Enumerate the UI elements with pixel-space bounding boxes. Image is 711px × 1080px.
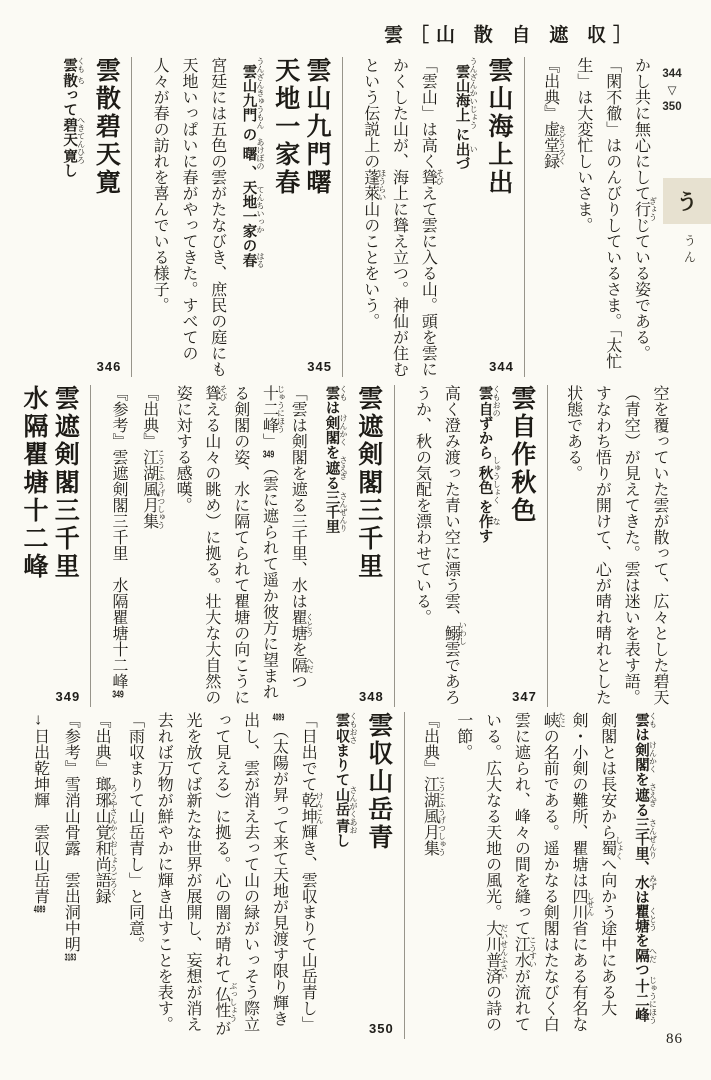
range-from: 344: [662, 68, 682, 80]
inline-ref-number: 4089: [272, 712, 285, 723]
entry-continuation: [558, 385, 673, 707]
entry-reference: 『参考』雲遮剣閣三千里 水隔瞿塘十二峰349: [110, 385, 127, 700]
dictionary-entry: [23, 712, 405, 1039]
entry-number: 348: [359, 688, 384, 704]
dictionary-entry: [101, 385, 395, 707]
dictionary-entry: [405, 385, 548, 707]
inline-ref-number: 4089: [33, 904, 46, 915]
dictionary-entry: [49, 57, 132, 377]
entry-headword: [506, 385, 537, 707]
entry-headword: [362, 712, 393, 1039]
kana-index-reading: うん: [682, 234, 696, 267]
entry-reading: 雲 くも散 ちって碧天 へきてん寛 ひろし: [61, 57, 86, 178]
headword-line: 水隔瞿塘十二峰: [19, 385, 47, 581]
text-band: [49, 57, 657, 377]
entry-body: 「雲山」は高く聳 そびえて雲に入る山。頭を雲にかくした山が、海上に聳え立つ。神仙が住むという伝説上の蓬萊 ほうらい山のことをいう。: [361, 57, 445, 377]
entry-body: 「雲は剣閣を遮る三千里、水は瞿塘 くとうを隔 へだつ十二峰 じゅうにほう」349（雲に遮られて遥か彼方に望まれる剣閣の姿、水に隔てられて瞿塘の向こうに聳 そびえる山々の眺め）に拠る。壮大な大自然の姿に対する感嘆。: [174, 385, 315, 705]
entry-headword: [483, 57, 514, 377]
inline-ref-number: 349: [262, 449, 275, 460]
headword-line: 雲遮剣閣三千里: [354, 385, 382, 581]
entry-reference: 『参考』雪消山骨露 雲出洞中明3183: [62, 712, 80, 963]
entry-headword: [18, 385, 81, 707]
headword-line: 雲収山岳青: [364, 712, 392, 852]
entry-body: 剣閣とは長安から蜀 しょくへ向かう途中にある大剣・小剣の難所、瞿塘は四川 しせん省にある有名な峡 たにの名前である。遥かなる剣閣はたなびく白雲に遮られ、峰々の間を縫って江水 こうすいが流れている。広大なる天地の風光。大川普済 だいせんふさいの詩の一節。: [454, 712, 624, 1032]
text-band: [23, 712, 657, 1039]
entry-range-marker: [655, 66, 689, 116]
page-number: 86: [666, 1031, 683, 1047]
range-to: 350: [662, 101, 682, 114]
entry-number: 346: [96, 358, 122, 374]
entry-source: 『出典』江湖風月集 こうこふうげつしゅう: [140, 385, 166, 529]
entry-body: 「日出でて乾坤 けんこん輝き、雲収まりて山岳青し」4089（太陽が昇って来て天地が見渡す限り輝き出し、雲が消え去って山の緑がいっそう際立って見える）に拠る。心の闇が晴れて仏性 ぶっしょうが光を放てば新たな世界が展開し、妄想が消え去れば万物が鮮やかに輝き出すことを表す。「雨収まりて山岳青し」と同意。: [126, 712, 325, 1036]
headword-line: 雲山九門曙: [302, 57, 330, 197]
dictionary-entry: [142, 57, 343, 377]
entry-reference: →日出乾坤輝 雲収山岳青4089: [31, 712, 49, 915]
entry-continuation: [415, 712, 657, 1039]
entry-reading: 雲山九門 うんざんきゅうもんの曙 あけぼの、天地一家 てんちいっかの春 はる: [240, 57, 265, 268]
headword-line: 雲山海上出: [484, 57, 512, 197]
headword-line: 雲散碧天寛: [92, 57, 120, 197]
text-band: [11, 385, 673, 707]
headword-line: 雲遮剣閣三千里: [51, 385, 79, 581]
entry-headword: [90, 57, 121, 377]
entry-continuation: [535, 57, 657, 377]
entry-body: かし共に無心にして行 ぎょうじている姿である。「閑不徹」はのんびりしているさま。「太忙生」は大変忙しいさま。: [574, 57, 658, 369]
entry-reading: 雲 くもは剣閣 けんかくを遮 さえぎる三千里 さんぜんり、水 みずは瞿塘 くとうを隔 へだつ十二峰 じゅうにほう: [633, 712, 658, 1024]
entry-source: 『出典』瑯琊山覚和尚語録 ろうやさんかくおしょうごろく: [93, 712, 119, 904]
entry-body: 宮廷には五色の雲がたなびき、庶民の庭にも天地いっぱいに春がやってきた。すべての人々が春の訪れを喜んでいる様子。: [151, 57, 226, 377]
entry-number: 349: [55, 688, 81, 704]
headword-line: 雲自作秋色: [507, 385, 535, 525]
headword-line: 天地一家春: [271, 57, 299, 197]
inline-ref-number: 3183: [64, 952, 77, 963]
entry-reading: 雲 くも自 おのずから秋色 しゅうしょくを作 なす: [476, 385, 502, 544]
entry-reading: 雲 くも収 おさまりて山岳 さんがく青 あおし: [333, 712, 358, 848]
entry-headword: [353, 385, 384, 707]
dictionary-entry: [11, 385, 92, 707]
entry-number: 350: [369, 1020, 394, 1036]
entry-source: 『出典』江湖風月集 こうこふうげつしゅう: [421, 712, 447, 856]
entry-number: 347: [512, 688, 537, 704]
running-head: 雲［山 散 自 遮 収］: [383, 25, 639, 46]
entry-source: 『出典』虚堂録 きどうろく: [541, 57, 567, 169]
entry-reading: 雲山海上 うんざんかいじょうに出 いづ: [453, 57, 479, 171]
kana-index-tab: う: [663, 178, 711, 224]
entry-body: 高く澄み渡った青い空に漂う雲、鰯 いわし雲であろうか、秋の気配を漂わせている。: [413, 385, 468, 705]
entry-reading: 雲 くもは剣閣 けんかくを遮 さえぎる三千里 さんぜんり: [323, 385, 348, 534]
entry-number: 344: [489, 358, 514, 374]
entry-body: 空を覆っていた雲が散って、広々とした碧天（青空）が見えてきた。雲は迷いを表す語。すなわち悟りが開けて、心が晴れ晴れとした状態である。: [564, 385, 668, 705]
entry-number: 345: [307, 358, 332, 374]
range-arrow-icon: ▽: [667, 84, 677, 97]
entry-headword: [269, 57, 332, 377]
inline-ref-number: 349: [112, 689, 124, 700]
dictionary-entry: [353, 57, 525, 377]
